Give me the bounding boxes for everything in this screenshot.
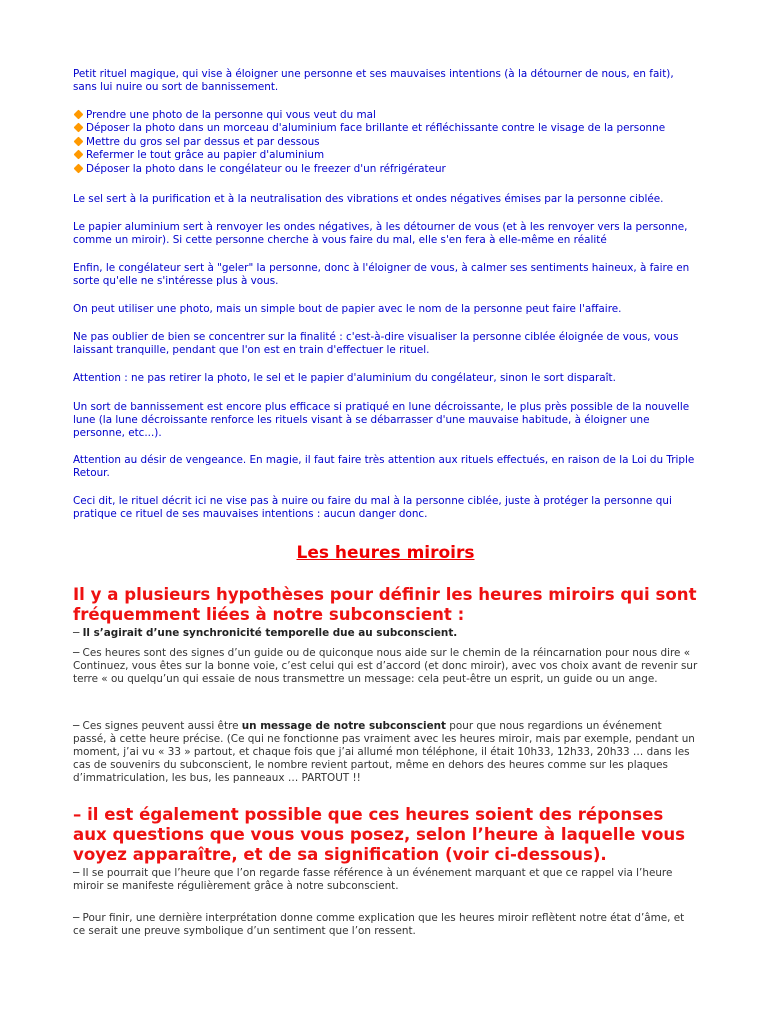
paragraph-congelateur: Enfin, le congélateur sert à "geler" la personne, donc à l'éloigner de vous, à calmer ses sentiments haineux, à faire en sorte qu'elle ne s'intéresse plus à vous. bbox=[73, 262, 690, 287]
list-item: Refermer le tout grâce au papier d'aluminium bbox=[73, 149, 698, 162]
paragraph-vengeance: Attention au désir de vengeance. En magie, il faut faire très attention aux rituels effectués, en raison de la Loi du Triple Retour. bbox=[73, 454, 695, 479]
section-title: Les heures miroirs bbox=[296, 543, 475, 563]
paragraph-ceci-dit: Ceci dit, le rituel décrit ici ne vise pas à nuire ou faire du mal à la personne ciblée, juste à protéger la personne qui pratique ce rituel de ses mauvaises intentions : aucun danger donc. bbox=[73, 495, 672, 520]
paragraph-attention: Attention : ne pas retirer la photo, le sel et le papier d'aluminium du congélateur, sinon le sort disparaît. bbox=[73, 372, 616, 384]
paragraph-rappel: ─ Il se pourrait que l’heure que l’on regarde fasse référence à un événement marquant et que ce rappel via l’heure miroir se manifeste régulièrement grâce à notre subconscient. bbox=[73, 867, 673, 892]
list-item: Mettre du gros sel par dessus et par dessous bbox=[73, 136, 698, 149]
orange-diamond-icon bbox=[74, 163, 84, 173]
list-item: Déposer la photo dans le congélateur ou le freezer d'un réfrigérateur bbox=[73, 163, 698, 176]
paragraph-pour-finir: ─ Pour finir, une dernière interprétation donne comme explication que les heures miroir reflètent notre état d’âme, et ce serait une preuve symbolique d’un sentiment que l’on ressent. bbox=[73, 912, 685, 937]
orange-diamond-icon bbox=[74, 150, 84, 160]
paragraph-concentrer: Ne pas oublier de bien se concentrer sur la finalité : c'est-à-dire visualiser la personne ciblée éloignée de vous, vous laissant tranquille, pendant que l'on est en train d'effectuer le rituel. bbox=[73, 331, 679, 356]
paragraph-guide: ─ Ces heures sont des signes d’un guide ou de quiconque nous aide sur le chemin de la réincarnation pour nous dire « Continuez, vous êtes sur la bonne voie, c’est celui qui est d’accord (et donc miroir), avec vos choix avant de revenir sur terre « ou quelqu’un qui essaie de nous transmettre un message: cela peut-être un esprit, un guide ou un ange. bbox=[73, 647, 698, 685]
list-item: Déposer la photo dans un morceau d'aluminium face brillante et réfléchissante contre le visage de la personne bbox=[73, 122, 698, 135]
paragraph-photo: On peut utiliser une photo, mais un simple bout de papier avec le nom de la personne peut faire l'affaire. bbox=[73, 303, 622, 315]
list-item: Prendre une photo de la personne qui vous veut du mal bbox=[73, 109, 698, 122]
paragraph-aluminium: Le papier aluminium sert à renvoyer les ondes négatives, à les détourner de vous (et à les renvoyer vers la personne, comme un miroir). Si cette personne cherche à vous faire du mal, elle s'en fera à elle-même en réalité bbox=[73, 221, 688, 246]
paragraph-lune: Un sort de bannissement est encore plus efficace si pratiqué en lune décroissante, le plus près possible de la nouvelle lune (la lune décroissante renforce les rituels visant à se débarrasser d'une mauvaise habitude, à éloigner une personne, etc...). bbox=[73, 401, 690, 439]
paragraph-sel: Le sel sert à la purification et à la neutralisation des vibrations et ondes négatives émises par la personne ciblée. bbox=[73, 193, 664, 205]
heading-reponses: – il est également possible que ces heures soient des réponses aux questions que vous vous posez, selon l’heure à laquelle vous voyez apparaître, et de sa signification (voir ci-dessous). bbox=[73, 805, 686, 864]
orange-diamond-icon bbox=[74, 123, 84, 133]
ritual-steps-list bbox=[73, 109, 698, 176]
ritual-intro: Petit rituel magique, qui vise à éloigner une personne et ses mauvaises intentions (à la détourner de nous, en fait), sans lui nuire ou sort de bannissement. bbox=[73, 68, 674, 93]
heading-hypotheses: Il y a plusieurs hypothèses pour définir les heures miroirs qui sont fréquemment liées à notre subconscient : bbox=[73, 585, 697, 624]
orange-diamond-icon bbox=[74, 110, 84, 120]
orange-diamond-icon bbox=[74, 136, 84, 146]
paragraph-message-subconscient: ─ Ces signes peuvent aussi être un message de notre subconscient pour que nous regardions un événement passé, à cette heure précise. (Ce qui ne fonctionne pas vraiment avec les heures miroir, mais par exemple, pendant un moment, j’ai vu « 33 » partout, et chaque fois que j’ai allumé mon téléphone, il était 10h33, 12h33, 20h33 … dans les cas de souvenirs du subconscient, le nombre revient partout, même en dehors des heures comme sur les plaques d’immatriculation, les bus, les panneaux … PARTOUT !! bbox=[73, 720, 695, 784]
subheading-synchronicite: ─ Il s’agirait d’une synchronicité temporelle due au subconscient. bbox=[73, 627, 458, 639]
